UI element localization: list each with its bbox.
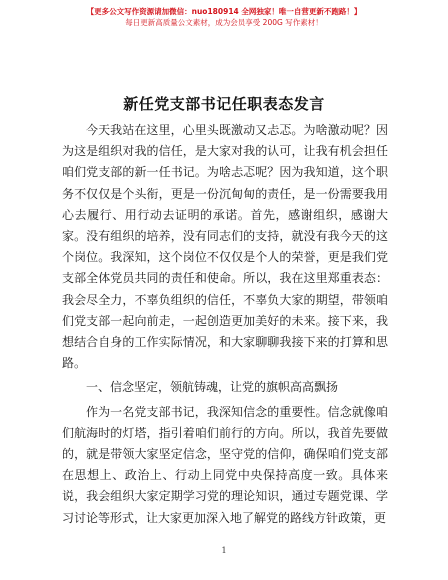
promo-banner-line-1: 【更多公文写作资源请加微信：nuo180914 全网独家！唯一自营更新不跑路！】 [86,7,362,16]
section-heading: 一、信念坚定，领航铸魂，让党的旗帜高高飘扬 [86,380,339,395]
promo-banner-line-2: 每日更新高质量公文素材，成为会员享受 200G 写作素材！ [125,18,323,27]
document-body [62,120,388,529]
document-title: 新任党支部书记任职表态发言 [123,95,325,113]
promo-banner [0,6,448,28]
body-paragraph: 作为一名党支部书记，我深知信念的重要性。信念就像咱们航海时的灯塔，指引着咱们前行的方向。所以，我首先要做的，就是带领大家坚定信念，坚守党的信仰，确保咱们党支部在思想上、政治上、行动上同党中央保持高度一致。具体来说，我会组织大家定期学习党的理论知识，通过专题党课、学习讨论等形式，让大家更加深入地了解党的路线方针政策，更 [62,404,388,525]
page-number: 1 [221,546,227,555]
body-paragraph: 今天我站在这里，心里头既激动又忐忑。为啥激动呢？因为这是组织对我的信任，是大家对我的认可，让我有机会担任咱们党支部的新一任书记。为啥忐忑呢？因为我知道，这个职务不仅仅是个头衔，更是一份沉甸甸的责任，是一份需要我用心去履行、用行动去证明的承诺。首先，感谢组织，感谢大家。没有组织的培养，没有同志们的支持，就没有我今天的这个岗位。我深知，这个岗位不仅仅是个人的荣誉，更是我们党支部全体党员共同的责任和使命。所以，我在这里郑重表态：我会尽全力，不辜负组织的信任，不辜负大家的期望，带领咱们党支部一起向前走，一起创造更加美好的未来。接下来，我想结合自身的工作实际情况，和大家聊聊我接下来的打算和思路。 [62,123,388,371]
